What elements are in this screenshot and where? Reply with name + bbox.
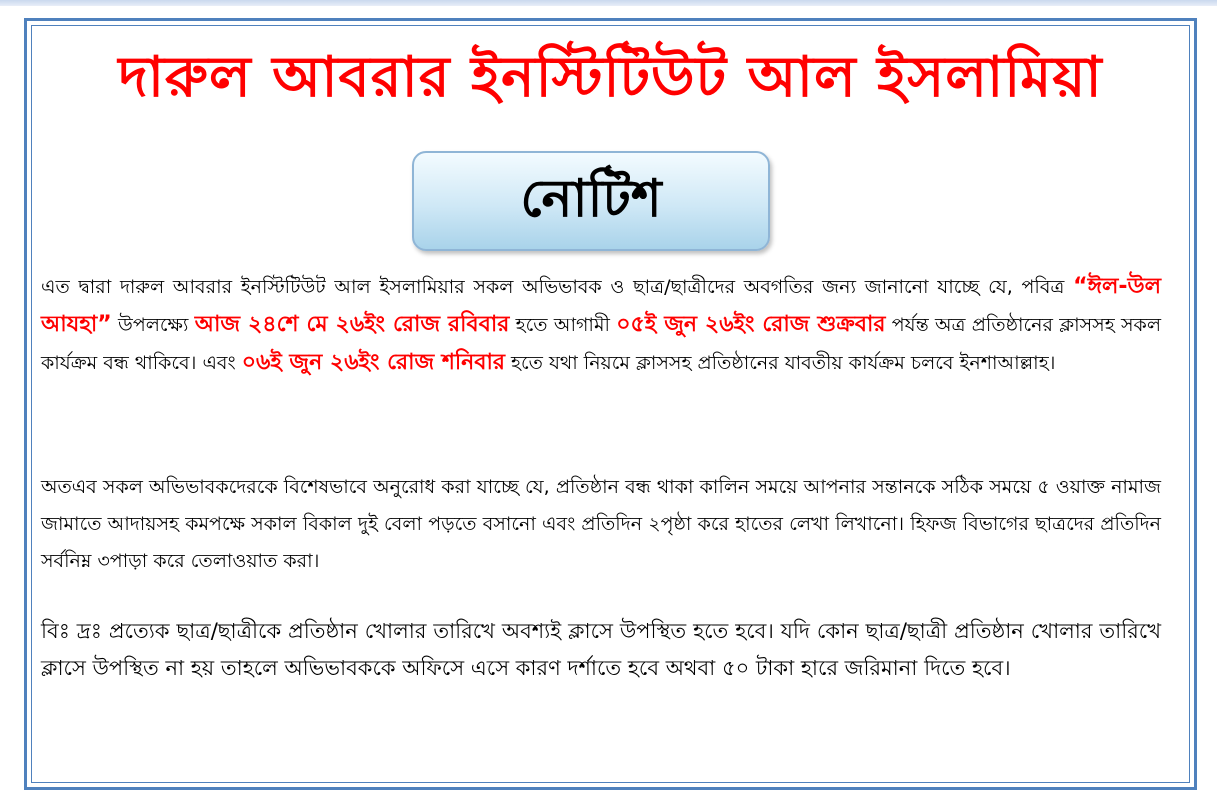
notice-label-box xyxy=(412,151,770,251)
institute-title: দারুল আবরার ইনস্টিটিউট আল ইসলামিয়া xyxy=(118,45,1103,110)
p1-text-4: পর্যন্ত অত্র প্রতিষ্ঠানের ক্লাসসহ সকল কার্যক্রম বন্ধ থাকিবে। এবং xyxy=(41,314,1161,374)
p1-text-5: হতে যথা নিয়মে ক্লাসসহ প্রতিষ্ঠানের যাবতীয় কার্যক্রম চলবে ইনশাআল্লাহ। xyxy=(505,352,1056,374)
holiday-paragraph xyxy=(41,268,1161,382)
notice-label: নোটিশ xyxy=(520,168,662,229)
resume-date: ০৬ই জুন ২৬ইং রোজ শনিবার xyxy=(241,350,506,375)
p1-text-3: হতে আগামী xyxy=(509,314,617,336)
notice-frame xyxy=(24,18,1197,790)
note-paragraph: বিঃ দ্রঃ প্রত্যেক ছাত্র/ছাত্রীকে প্রতিষ্ঠান খোলার তারিখে অবশ্যই ক্লাসে উপস্থিত হতে হবে। যদি কোন ছাত্র/ছাত্রী প্রতিষ্ঠান খোলার তারিখে ক্লাসে উপস্থিত না হয় তাহলে অভিভাবককে অফিসে এসে কারণ দর্শাতে হবে অথবা ৫০ টাকা হারে জরিমানা দিতে হবে। xyxy=(41,619,1161,680)
p1-text-2: উপলক্ষ্যে xyxy=(111,314,195,336)
end-date: ০৫ই জুন ২৬ইং রোজ শুক্রবার xyxy=(616,312,886,337)
guardian-request-paragraph: অতএব সকল অভিভাবকদেরকে বিশেষভাবে অনুরোধ করা যাচ্ছে যে, প্রতিষ্ঠান বন্ধ থাকা কালিন সময়ে আপনার সন্তানকে সঠিক সময়ে ৫ ওয়াক্ত নামাজ জামাতে আদায়সহ কমপক্ষে সকাল বিকাল দুই বেলা পড়তে বসানো এবং প্রতিদিন ২পৃষ্ঠা করে হাতের লেখা লিখানো। হিফজ বিভাগের ছাত্রদের প্রতিদিন সর্বনিম্ন ৩পাড়া করে তেলাওয়াত করা। xyxy=(41,476,1161,572)
p1-text-1: এত দ্বারা দারুল আবরার ইনস্টিটিউট আল ইসলামিয়ার সকল অভিভাবক ও ছাত্র/ছাত্রীদের অবগতির জন্য জানানো যাচ্ছে যে, পবিত্র xyxy=(41,276,1074,298)
event-name: “ঈল-উল আযহা” xyxy=(41,274,1161,337)
start-date: আজ ২৪শে মে ২৬ইং রোজ রবিবার xyxy=(194,312,510,337)
top-strip xyxy=(0,0,1217,6)
